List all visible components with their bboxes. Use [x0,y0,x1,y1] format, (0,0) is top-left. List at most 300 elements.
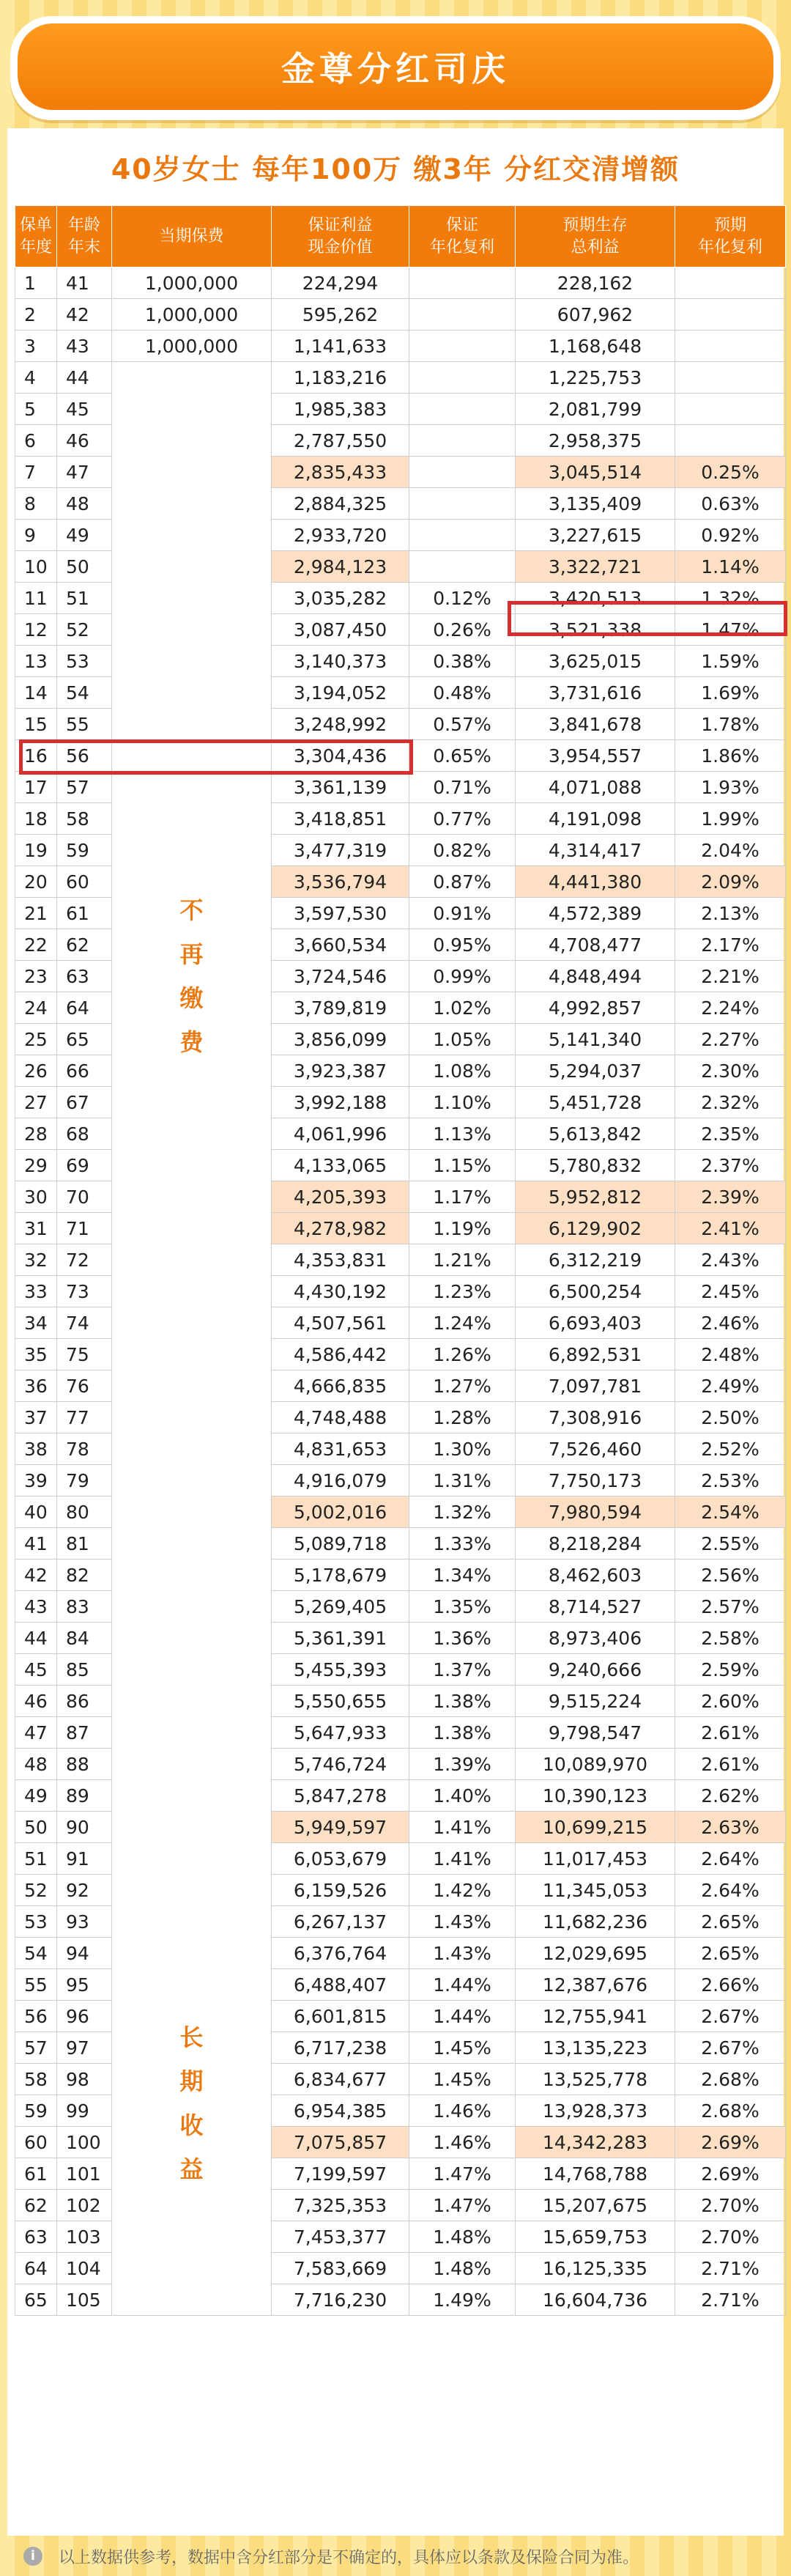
cell-age: 80 [57,1496,112,1528]
cell-expected-rate: 2.65% [675,1906,786,1938]
cell-guaranteed-rate [409,299,516,331]
cell-cash-value: 2,835,433 [272,457,409,488]
cell-expected-total: 9,798,547 [516,1717,675,1749]
header-guaranteed-rate [409,206,516,267]
cell-cash-value: 5,089,718 [272,1528,409,1560]
cell-expected-rate: 2.27% [675,1024,786,1055]
cell-age: 77 [57,1402,112,1433]
header-text: 年龄 [67,215,100,235]
cell-expected-total: 7,097,781 [516,1370,675,1402]
cell-cash-value: 1,183,216 [272,362,409,394]
cell-guaranteed-rate: 0.26% [409,614,516,646]
header-text: 保单 [19,215,52,235]
cell-cash-value: 5,550,655 [272,1686,409,1717]
cell-guaranteed-rate: 1.49% [409,2284,516,2316]
cell-cash-value: 5,949,597 [272,1812,409,1843]
cell-policy-year: 38 [15,1433,57,1465]
cell-guaranteed-rate: 0.65% [409,740,516,772]
cell-policy-year: 19 [15,835,57,866]
table-row [15,803,786,835]
cell-expected-total: 3,135,409 [516,488,675,520]
cell-guaranteed-rate: 0.12% [409,583,516,614]
cell-expected-total: 6,129,902 [516,1213,675,1244]
cell-expected-rate: 2.04% [675,835,786,866]
footer-text: 以上数据供参考，数据中含分红部分是不确定的，具体应以条款及保险合同为准。 [59,2548,639,2567]
annotation-char: 不 [179,896,204,924]
cell-cash-value: 3,035,282 [272,583,409,614]
table-row [15,2001,786,2032]
cell-expected-rate: 2.30% [675,1055,786,1087]
cell-policy-year: 6 [15,425,57,457]
cell-expected-total: 4,848,494 [516,961,675,992]
cell-cash-value: 3,923,387 [272,1055,409,1087]
info-icon: i [23,2547,42,2566]
cell-age: 48 [57,488,112,520]
cell-cash-value: 5,178,679 [272,1560,409,1591]
cell-expected-rate: 2.64% [675,1843,786,1875]
cell-expected-total: 11,345,053 [516,1875,675,1906]
header-cash-value [272,206,409,267]
title-banner [10,16,781,120]
cell-expected-total: 7,526,460 [516,1433,675,1465]
cell-premium: 1,000,000 [112,299,272,331]
cell-age: 86 [57,1686,112,1717]
cell-expected-total: 13,928,373 [516,2095,675,2127]
cell-policy-year: 47 [15,1717,57,1749]
cell-age: 51 [57,583,112,614]
cell-policy-year: 51 [15,1843,57,1875]
cell-policy-year: 54 [15,1938,57,1969]
cell-guaranteed-rate: 1.37% [409,1654,516,1686]
cell-expected-rate: 2.58% [675,1623,786,1654]
cell-policy-year: 25 [15,1024,57,1055]
cell-policy-year: 27 [15,1087,57,1118]
cell-cash-value: 7,075,857 [272,2127,409,2158]
cell-guaranteed-rate: 1.27% [409,1370,516,1402]
cell-expected-total: 3,045,514 [516,457,675,488]
cell-age: 87 [57,1717,112,1749]
cell-expected-rate: 1.78% [675,709,786,740]
cell-guaranteed-rate: 1.17% [409,1181,516,1213]
cell-age: 89 [57,1780,112,1812]
cell-policy-year: 46 [15,1686,57,1717]
cell-age: 103 [57,2221,112,2253]
cell-policy-year: 37 [15,1402,57,1433]
cell-expected-rate: 2.69% [675,2127,786,2158]
table-row [15,362,786,394]
cell-expected-rate: 2.70% [675,2221,786,2253]
cell-expected-rate [675,425,786,457]
content-panel [7,128,784,2536]
cell-age: 78 [57,1433,112,1465]
cell-policy-year: 3 [15,331,57,362]
cell-expected-total: 2,958,375 [516,425,675,457]
cell-policy-year: 59 [15,2095,57,2127]
cell-guaranteed-rate: 1.35% [409,1591,516,1623]
page-subtitle: 40岁女士 每年100万 缴3年 分红交清增额 [111,153,680,185]
cell-cash-value: 3,724,546 [272,961,409,992]
cell-guaranteed-rate: 0.57% [409,709,516,740]
cell-age: 102 [57,2190,112,2221]
cell-guaranteed-rate: 1.26% [409,1339,516,1370]
cell-expected-total: 12,029,695 [516,1938,675,1969]
cell-expected-total: 3,954,557 [516,740,675,772]
cell-guaranteed-rate: 1.05% [409,1024,516,1055]
table-row [15,331,786,362]
cell-expected-total: 4,572,389 [516,898,675,929]
header-text: 年化复利 [697,237,762,257]
cell-policy-year: 63 [15,2221,57,2253]
cell-guaranteed-rate: 1.43% [409,1938,516,1969]
cell-expected-rate: 0.25% [675,457,786,488]
cell-expected-rate [675,331,786,362]
header-text: 年末 [67,237,100,257]
header-text: 保证 [445,215,478,235]
cell-age: 99 [57,2095,112,2127]
cell-policy-year: 4 [15,362,57,394]
cell-age: 98 [57,2064,112,2095]
header-text: 现金价值 [308,237,373,257]
cell-cash-value: 5,847,278 [272,1780,409,1812]
cell-expected-rate: 2.68% [675,2095,786,2127]
cell-age: 64 [57,992,112,1024]
cell-expected-rate: 2.43% [675,1244,786,1276]
cell-policy-year: 23 [15,961,57,992]
cell-policy-year: 43 [15,1591,57,1623]
cell-expected-rate: 0.63% [675,488,786,520]
cell-cash-value: 3,660,534 [272,929,409,961]
cell-policy-year: 65 [15,2284,57,2316]
cell-expected-rate: 2.53% [675,1465,786,1496]
cell-policy-year: 40 [15,1496,57,1528]
cell-age: 73 [57,1276,112,1307]
cell-cash-value: 2,933,720 [272,520,409,551]
cell-guaranteed-rate: 1.41% [409,1843,516,1875]
cell-policy-year: 21 [15,898,57,929]
cell-expected-rate: 2.62% [675,1780,786,1812]
cell-age: 79 [57,1465,112,1496]
cell-expected-total: 6,693,403 [516,1307,675,1339]
cell-policy-year: 64 [15,2253,57,2284]
cell-expected-rate: 2.09% [675,866,786,898]
cell-policy-year: 61 [15,2158,57,2190]
cell-age: 53 [57,646,112,677]
header-age [57,206,112,267]
annotation-char: 益 [179,2155,204,2183]
cell-guaranteed-rate: 1.32% [409,1496,516,1528]
cell-expected-total: 8,218,284 [516,1528,675,1560]
cell-policy-year: 41 [15,1528,57,1560]
cell-age: 93 [57,1906,112,1938]
cell-expected-total: 3,420,513 [516,583,675,614]
cell-guaranteed-rate: 1.44% [409,2001,516,2032]
cell-policy-year: 22 [15,929,57,961]
cell-guaranteed-rate [409,425,516,457]
cell-expected-total: 8,462,603 [516,1560,675,1591]
cell-age: 104 [57,2253,112,2284]
cell-guaranteed-rate [409,457,516,488]
cell-guaranteed-rate: 1.48% [409,2221,516,2253]
cell-expected-total: 4,708,477 [516,929,675,961]
cell-expected-total: 7,308,916 [516,1402,675,1433]
cell-expected-total: 6,312,219 [516,1244,675,1276]
cell-expected-rate: 2.71% [675,2284,786,2316]
annotation-char: 再 [179,940,204,968]
cell-expected-rate: 2.68% [675,2064,786,2095]
cell-expected-total: 7,980,594 [516,1496,675,1528]
cell-policy-year: 55 [15,1969,57,2001]
cell-guaranteed-rate: 0.71% [409,772,516,803]
header-premium [112,206,272,267]
cell-guaranteed-rate [409,394,516,425]
header-policy-year [15,206,57,267]
cell-guaranteed-rate: 0.48% [409,677,516,709]
cell-policy-year: 10 [15,551,57,583]
cell-guaranteed-rate: 1.45% [409,2064,516,2095]
cell-expected-total: 11,682,236 [516,1906,675,1938]
cell-cash-value: 3,856,099 [272,1024,409,1055]
cell-cash-value: 4,353,831 [272,1244,409,1276]
annotation-char: 收 [179,2111,204,2139]
cell-expected-total: 1,225,753 [516,362,675,394]
cell-expected-rate: 2.35% [675,1118,786,1150]
cell-guaranteed-rate: 1.44% [409,1969,516,2001]
cell-guaranteed-rate: 1.33% [409,1528,516,1560]
cell-policy-year: 57 [15,2032,57,2064]
cell-expected-rate: 1.59% [675,646,786,677]
header-text: 当期保费 [159,226,224,246]
cell-age: 52 [57,614,112,646]
cell-cash-value: 3,304,436 [272,740,409,772]
cell-age: 100 [57,2127,112,2158]
cell-cash-value: 1,985,383 [272,394,409,425]
cell-age: 60 [57,866,112,898]
cell-expected-total: 4,992,857 [516,992,675,1024]
cell-expected-total: 15,207,675 [516,2190,675,2221]
cell-cash-value: 4,748,488 [272,1402,409,1433]
cell-cash-value: 4,586,442 [272,1339,409,1370]
cell-age: 67 [57,1087,112,1118]
cell-policy-year: 28 [15,1118,57,1150]
cell-policy-year: 24 [15,992,57,1024]
cell-guaranteed-rate: 0.91% [409,898,516,929]
cell-age: 94 [57,1938,112,1969]
cell-expected-total: 3,841,678 [516,709,675,740]
cell-cash-value: 6,376,764 [272,1938,409,1969]
cell-age: 49 [57,520,112,551]
title-banner-inner [18,23,773,110]
cell-age: 56 [57,740,112,772]
cell-age: 65 [57,1024,112,1055]
cell-policy-year: 15 [15,709,57,740]
cell-guaranteed-rate: 1.40% [409,1780,516,1812]
cell-expected-total: 13,525,778 [516,2064,675,2095]
cell-guaranteed-rate: 0.38% [409,646,516,677]
cell-guaranteed-rate [409,551,516,583]
cell-expected-rate: 2.66% [675,1969,786,2001]
cell-cash-value: 3,194,052 [272,677,409,709]
cell-age: 59 [57,835,112,866]
cell-age: 92 [57,1875,112,1906]
cell-premium-empty [112,1150,272,2001]
cell-expected-total: 7,750,173 [516,1465,675,1496]
cell-cash-value: 4,133,065 [272,1150,409,1181]
cell-policy-year: 44 [15,1623,57,1654]
highlight-box-year-11 [19,739,413,775]
header-expected-total [516,206,675,267]
cell-expected-rate: 2.41% [675,1213,786,1244]
cell-expected-total: 228,162 [516,267,675,299]
cell-age: 105 [57,2284,112,2316]
cell-expected-total: 10,089,970 [516,1749,675,1780]
cell-guaranteed-rate: 1.46% [409,2127,516,2158]
cell-cash-value: 4,916,079 [272,1465,409,1496]
cell-guaranteed-rate: 0.95% [409,929,516,961]
header-text: 年度 [19,237,52,257]
cell-policy-year: 11 [15,583,57,614]
cell-cash-value: 4,831,653 [272,1433,409,1465]
cell-expected-total: 14,768,788 [516,2158,675,2190]
cell-cash-value: 3,361,139 [272,772,409,803]
cell-cash-value: 3,418,851 [272,803,409,835]
cell-policy-year: 48 [15,1749,57,1780]
cell-expected-rate: 2.64% [675,1875,786,1906]
cell-guaranteed-rate: 0.99% [409,961,516,992]
cell-expected-rate: 2.60% [675,1686,786,1717]
cell-expected-total: 5,141,340 [516,1024,675,1055]
cell-expected-total: 1,168,648 [516,331,675,362]
cell-cash-value: 6,834,677 [272,2064,409,2095]
cell-expected-total: 11,017,453 [516,1843,675,1875]
cell-expected-rate [675,267,786,299]
cell-expected-total: 12,755,941 [516,2001,675,2032]
cell-cash-value: 3,597,530 [272,898,409,929]
cell-expected-rate: 2.21% [675,961,786,992]
cell-policy-year: 42 [15,1560,57,1591]
cell-expected-rate: 2.57% [675,1591,786,1623]
cell-policy-year: 5 [15,394,57,425]
cell-policy-year: 58 [15,2064,57,2095]
cell-policy-year: 29 [15,1150,57,1181]
cell-cash-value: 6,954,385 [272,2095,409,2127]
cell-policy-year: 12 [15,614,57,646]
cell-expected-total: 6,892,531 [516,1339,675,1370]
cell-expected-rate: 2.70% [675,2190,786,2221]
cell-policy-year: 33 [15,1276,57,1307]
cell-expected-rate: 2.45% [675,1276,786,1307]
cell-expected-total: 10,390,123 [516,1780,675,1812]
cell-cash-value: 5,361,391 [272,1623,409,1654]
cell-guaranteed-rate: 0.82% [409,835,516,866]
cell-policy-year: 26 [15,1055,57,1087]
cell-cash-value: 5,647,933 [272,1717,409,1749]
table-row [15,267,786,299]
header-text: 预期生存 [562,215,628,235]
cell-guaranteed-rate [409,520,516,551]
table-body [15,267,786,2316]
annotation-char: 期 [179,2067,204,2095]
cell-guaranteed-rate: 0.77% [409,803,516,835]
cell-cash-value: 5,746,724 [272,1749,409,1780]
cell-age: 96 [57,2001,112,2032]
cell-age: 84 [57,1623,112,1654]
cell-expected-total: 9,240,666 [516,1654,675,1686]
cell-cash-value: 3,087,450 [272,614,409,646]
cell-premium-empty [112,362,272,803]
cell-expected-total: 4,441,380 [516,866,675,898]
cell-age: 71 [57,1213,112,1244]
cell-expected-rate: 2.63% [675,1812,786,1843]
cell-age: 42 [57,299,112,331]
cell-cash-value: 7,199,597 [272,2158,409,2190]
cell-cash-value: 2,787,550 [272,425,409,457]
cell-expected-total: 5,780,832 [516,1150,675,1181]
header-text: 预期 [713,215,746,235]
cell-guaranteed-rate: 1.21% [409,1244,516,1276]
cell-expected-rate: 2.61% [675,1749,786,1780]
cell-cash-value: 2,984,123 [272,551,409,583]
cell-expected-rate: 2.37% [675,1150,786,1181]
cell-expected-total: 4,314,417 [516,835,675,866]
cell-guaranteed-rate: 1.47% [409,2158,516,2190]
cell-age: 66 [57,1055,112,1087]
header-text: 年化复利 [429,237,494,257]
cell-guaranteed-rate: 1.15% [409,1150,516,1181]
cell-age: 74 [57,1307,112,1339]
cell-expected-rate: 2.65% [675,1938,786,1969]
highlight-box-year-7 [508,601,787,636]
cell-policy-year: 39 [15,1465,57,1496]
cell-age: 90 [57,1812,112,1843]
cell-policy-year: 1 [15,267,57,299]
cell-expected-total: 607,962 [516,299,675,331]
header-expected-rate [675,206,786,267]
cell-cash-value: 4,205,393 [272,1181,409,1213]
cell-expected-rate: 2.56% [675,1560,786,1591]
cell-age: 81 [57,1528,112,1560]
cell-age: 43 [57,331,112,362]
cell-guaranteed-rate [409,362,516,394]
cell-guaranteed-rate: 1.46% [409,2095,516,2127]
cell-expected-rate: 2.61% [675,1717,786,1749]
cell-expected-total: 4,191,098 [516,803,675,835]
cell-cash-value: 4,061,996 [272,1118,409,1150]
cell-policy-year: 20 [15,866,57,898]
cell-expected-total: 5,952,812 [516,1181,675,1213]
cell-expected-total: 4,071,088 [516,772,675,803]
cell-policy-year: 14 [15,677,57,709]
cell-cash-value: 5,002,016 [272,1496,409,1528]
cell-expected-total: 3,731,616 [516,677,675,709]
cell-expected-rate: 1.86% [675,740,786,772]
cell-cash-value: 4,507,561 [272,1307,409,1339]
cell-policy-year: 52 [15,1875,57,1906]
cell-cash-value: 3,789,819 [272,992,409,1024]
annotation-char: 长 [179,2023,204,2051]
cell-age: 88 [57,1749,112,1780]
cell-age: 101 [57,2158,112,2190]
cell-age: 76 [57,1370,112,1402]
cell-guaranteed-rate: 1.24% [409,1307,516,1339]
cell-expected-rate: 2.50% [675,1402,786,1433]
cell-expected-rate: 2.67% [675,2001,786,2032]
cell-age: 82 [57,1560,112,1591]
cell-expected-total: 5,294,037 [516,1055,675,1087]
cell-policy-year: 56 [15,2001,57,2032]
cell-expected-total: 5,613,842 [516,1118,675,1150]
cell-cash-value: 3,477,319 [272,835,409,866]
cell-expected-total: 13,135,223 [516,2032,675,2064]
